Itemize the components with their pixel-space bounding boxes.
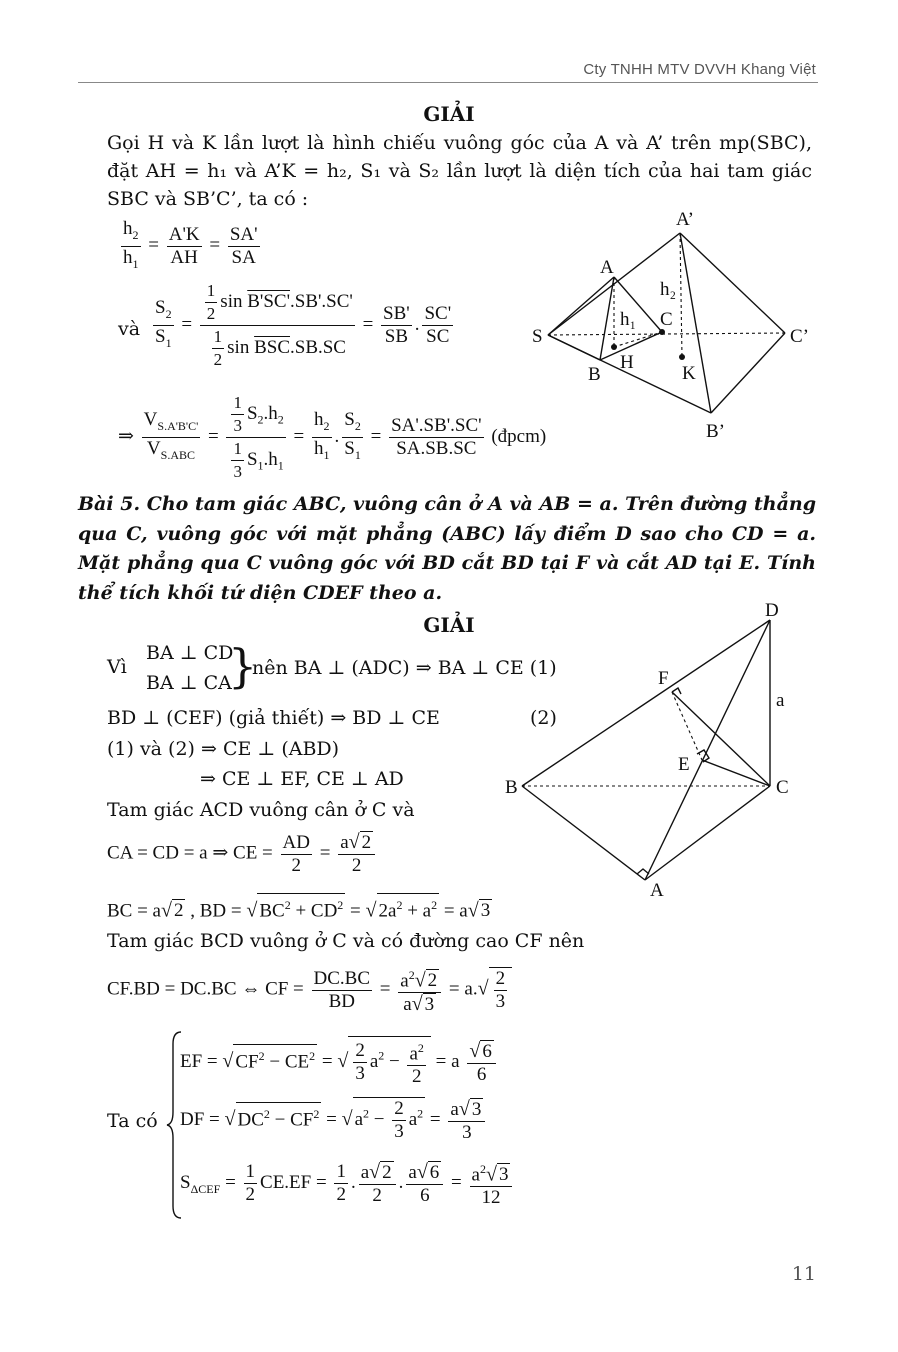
dpcm-label: (đpcm): [491, 425, 547, 447]
conjunction-and: và: [118, 318, 141, 340]
word-ta-co: Ta có: [107, 1110, 158, 1132]
conclusion-1: nên BA ⊥ (ADC) ⇒ BA ⊥ CE (1): [252, 657, 557, 679]
segment-FE: [672, 692, 702, 760]
label-B-prime: B’: [706, 421, 725, 442]
line-bd-perp: BD ⊥ (CEF) (giả thiết) ⇒ BD ⊥ CE: [107, 707, 440, 729]
edge-SA: [548, 277, 614, 335]
label-D: D: [765, 600, 779, 621]
pyramid-figure: [530, 205, 820, 445]
line-1-and-2: (1) và (2) ⇒ CE ⊥ (ABD): [107, 738, 340, 760]
formula-area-cef: $S_{\Delta CEF}$ = $\frac{1}{2}$ CE.EF = $\frac{1}{2}$ . $\frac{a√ 2}{2}$ . $\frac{a√ 6}{6}$ = $\frac{a^2√ 3}{12}$: [180, 1158, 515, 1209]
page-number: 11: [791, 1263, 816, 1285]
formula-ef: EF = √ $CF^2 - CE^2$ = √ $\frac{2}{3}$ $a^2$ − $\frac{a^2}{2}$ = a $\frac{√ 6}{6}$: [180, 1036, 499, 1088]
label-B: B: [588, 364, 601, 385]
word-vi: Vì: [107, 656, 127, 678]
label-H: H: [620, 352, 634, 373]
edge-B2C2: [711, 333, 785, 413]
condition-1: BA ⊥ CD: [146, 642, 234, 664]
formula-ce: CA = CD = a ⇒ CE = $\frac{AD}{2}$ = $\frac{a√ 2}{2}$: [107, 831, 378, 877]
line-ce-perp: ⇒ CE ⊥ EF, CE ⊥ AD: [200, 768, 404, 790]
point-H: [611, 344, 617, 350]
tetrahedron-figure: [500, 598, 810, 903]
publisher-header: Cty TNHH MTV DVVH Khang Việt: [583, 61, 816, 78]
point-K: [679, 354, 685, 360]
label-h2: h₂: [660, 279, 677, 300]
line-bcd: Tam giác BCD vuông ở C và có đường cao CF nên: [107, 930, 585, 952]
edge-AC: [645, 786, 770, 880]
label-h1: h₁: [620, 309, 637, 330]
label-S: S: [532, 326, 543, 347]
formula-cf: CF.BD = DC.BC ⇔ CF = $\frac{DC.BC}{BD}$ = $\frac{a^2√ 2}{a√ 3}$ = a.√ $\frac{2}{3}$: [107, 964, 512, 1016]
header-divider: [78, 82, 818, 83]
formula-height-ratio: $\frac{h_2}{h_1}$ = $\frac{A'K}{AH}$ = $\frac{SA'}{SA}$: [123, 218, 258, 271]
right-angle-A: [637, 869, 649, 874]
edge-BD: [522, 620, 770, 786]
edge-BA: [522, 786, 645, 880]
formula-bc-bd: BC = a√ 2 , BD = √ $BC^2 + CD^2$ = √ $2a^2 + a^2 = a√$ 3: [107, 893, 492, 922]
right-brace: }: [228, 639, 258, 693]
label-F: F: [658, 668, 669, 689]
edge-SB: [548, 335, 600, 360]
tag-2: (2): [530, 707, 557, 729]
label-K: K: [682, 363, 696, 384]
label-C-prime: C’: [790, 326, 809, 347]
solution-2-title: GIẢI: [423, 613, 475, 637]
label-A: A: [600, 257, 614, 278]
edge-SC2: [548, 333, 785, 335]
formula-volume-ratio: ⇒ $\frac{V_{S.A'B'C'}}{V_{S.ABC}}$ = $\frac{1}{3}$ $S_2.h_2$ $\frac{1}{3}$ $S_1.h_1$ = $\frac{h_2}{h_1}$ . $\frac{S_2}{S_1}$ = $\frac{SA'.SB'.SC'}{SA.SB.SC}$ (đpcm): [118, 393, 547, 481]
label-C: C: [776, 777, 789, 798]
segment-EC: [702, 760, 770, 786]
solution-title: GIẢI: [423, 102, 475, 126]
label-C: C: [660, 309, 673, 330]
edge-A2C2: [680, 233, 785, 333]
label-A: A: [650, 880, 664, 901]
segment-A2K: [680, 233, 682, 357]
label-E: E: [678, 754, 690, 775]
label-B: B: [505, 777, 518, 798]
line-acd: Tam giác ACD vuông cân ở C và: [107, 799, 415, 821]
formula-df: DF = √ $DC^2 - CF^2$ = √ $a^2$ − $\frac{2}{3}$ $a^2$ = $\frac{a√ 3}{3}$: [180, 1097, 488, 1144]
solution-intro: Gọi H và K lần lượt là hình chiếu vuông góc của A và A’ trên mp(SBC), đặt AH = h₁ và A’K = h₂, S₁ và S₂ lần lượt là diện tích của hai tam giác SBC và SB’C’, ta có :: [107, 132, 812, 210]
problem-5-statement: Bài 5. Cho tam giác ABC, vuông cân ở A và AB = a. Trên đường thẳng qua C, vuông góc với mặt phẳng (ABC) lấy điểm D sao cho CD = a. Mặt phẳng qua C vuông góc với BD cắt BD tại F và cắt AD tại E. Tính thể tích khối tứ diện CDEF theo a.: [78, 493, 816, 604]
formula-area-ratio: $\frac{S_2}{S_1}$ = $\frac{1}{2}$ sin B'SC'.SB'.SC' $\frac{1}{2}$ $\sin \overline{BSC}.SB.SC$ = $\frac{SB'}{SB}$ . $\frac{SC'}{SC}$: [155, 281, 452, 369]
edge-A2B2: [680, 233, 711, 413]
edge-AD: [645, 620, 770, 880]
label-A-prime: A’: [676, 209, 694, 230]
condition-2: BA ⊥ CA: [146, 672, 232, 694]
label-a: a: [776, 690, 785, 711]
